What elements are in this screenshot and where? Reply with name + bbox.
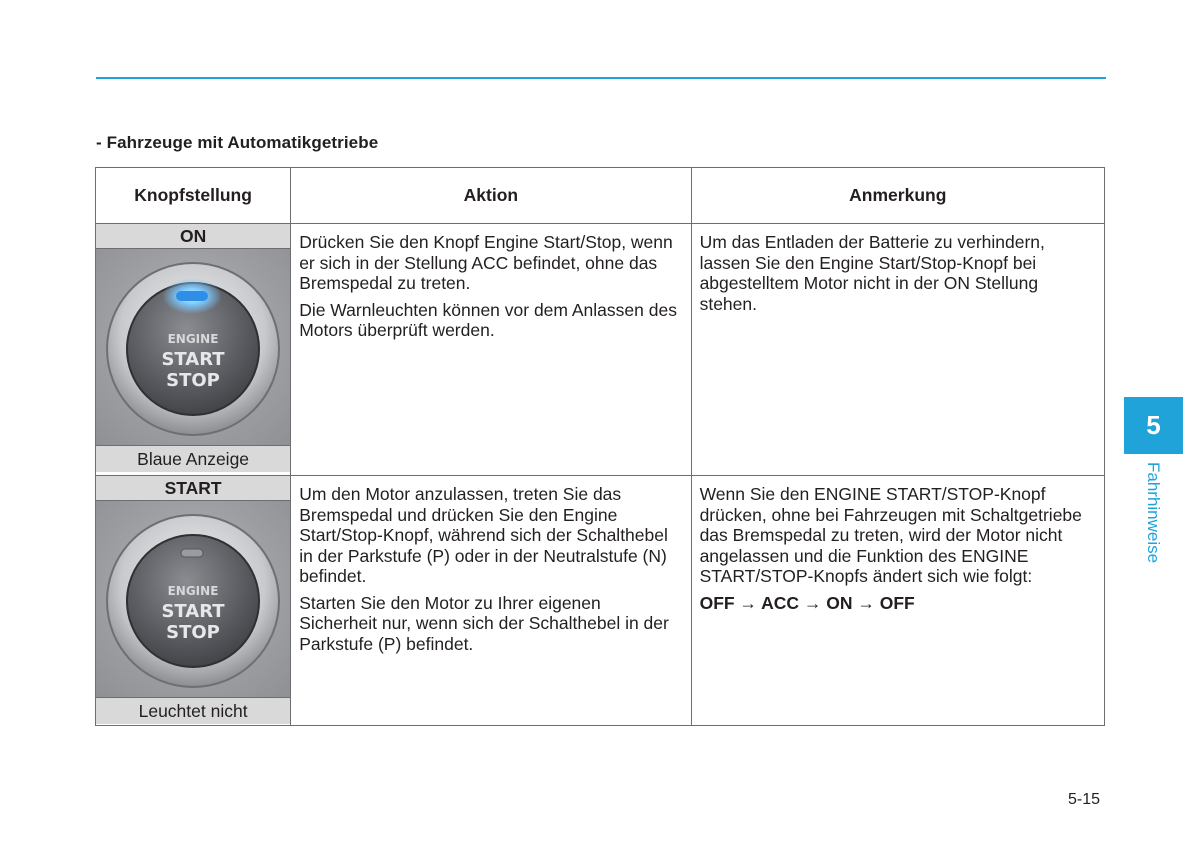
page-number: 5-15 <box>1068 791 1101 808</box>
action-text-start-2: Starten Sie den Motor zu Ihrer eigenen Sicherheit nur, wenn sich der Schalthebel in der Parkstufe (P) befindet. <box>299 592 669 654</box>
top-rule <box>96 77 1106 79</box>
button-label-start: START <box>161 349 225 370</box>
button-label-start: START <box>161 601 225 622</box>
note-cell-on <box>691 224 1104 476</box>
state-cell-on <box>96 224 291 476</box>
table-row-on <box>96 224 1105 476</box>
action-text-on-1: Drücken Sie den Knopf Engine Start/Stop, wenn er sich in der Stellung ACC befindet, ohne das Bremspedal zu treten. <box>299 232 673 293</box>
section-heading: - Fahrzeuge mit Automatikgetriebe <box>96 133 379 152</box>
note-cell-start <box>691 476 1104 726</box>
chapter-label: Fahrhinweise <box>1144 462 1163 564</box>
note-text-start: Wenn Sie den ENGINE START/STOP-Knopf drücken, ohne bei Fahrzeugen mit Schaltgetriebe das Bremspedal zu treten, wird der Motor nicht angelassen und die Funktion des ENGINE START/STOP-Knopfs ändert sich wie folgt: <box>699 484 1082 586</box>
engine-button-image-start <box>96 500 290 698</box>
start-button-table <box>95 167 1105 726</box>
action-cell-start <box>291 476 691 726</box>
engine-button-image-on <box>96 248 290 446</box>
table-header-row <box>96 168 1105 224</box>
button-label-stop: STOP <box>166 370 220 391</box>
engine-start-button-icon <box>103 509 283 689</box>
note-text-on: Um das Entladen der Batterie zu verhindern, lassen Sie den Engine Start/Stop-Knopf bei abgestelltem Motor nicht in der ON Stellung stehen. <box>699 232 1045 314</box>
action-text-start-1: Um den Motor anzulassen, treten Sie das Bremspedal und drücken Sie den Engine Start/Stop-Knopf, während sich der Schalthebel in der Parkstufe (P) oder in der Neutralstufe (N) befindet. <box>299 484 668 586</box>
header-aktion: Aktion <box>291 168 691 224</box>
button-label-engine: ENGINE <box>167 584 219 598</box>
mode-sequence: OFF → ACC → ON → OFF <box>699 592 915 613</box>
button-label-engine: ENGINE <box>167 332 219 346</box>
state-cell-start <box>96 476 291 726</box>
engine-start-button-icon <box>103 257 283 437</box>
button-label-stop: STOP <box>166 622 220 643</box>
table-row-start <box>96 476 1105 726</box>
state-title-on: ON <box>96 224 290 248</box>
action-cell-on <box>291 224 691 476</box>
header-anmerkung: Anmerkung <box>691 168 1104 224</box>
state-title-start: START <box>96 476 290 500</box>
chapter-tab: 5 <box>1124 397 1183 454</box>
state-caption-on: Blaue Anzeige <box>96 446 290 472</box>
header-knopfstellung: Knopfstellung <box>96 168 291 224</box>
action-text-on-2: Die Warnleuchten können vor dem Anlassen des Motors überprüft werden. <box>299 299 677 340</box>
state-caption-start: Leuchtet nicht <box>96 698 290 724</box>
